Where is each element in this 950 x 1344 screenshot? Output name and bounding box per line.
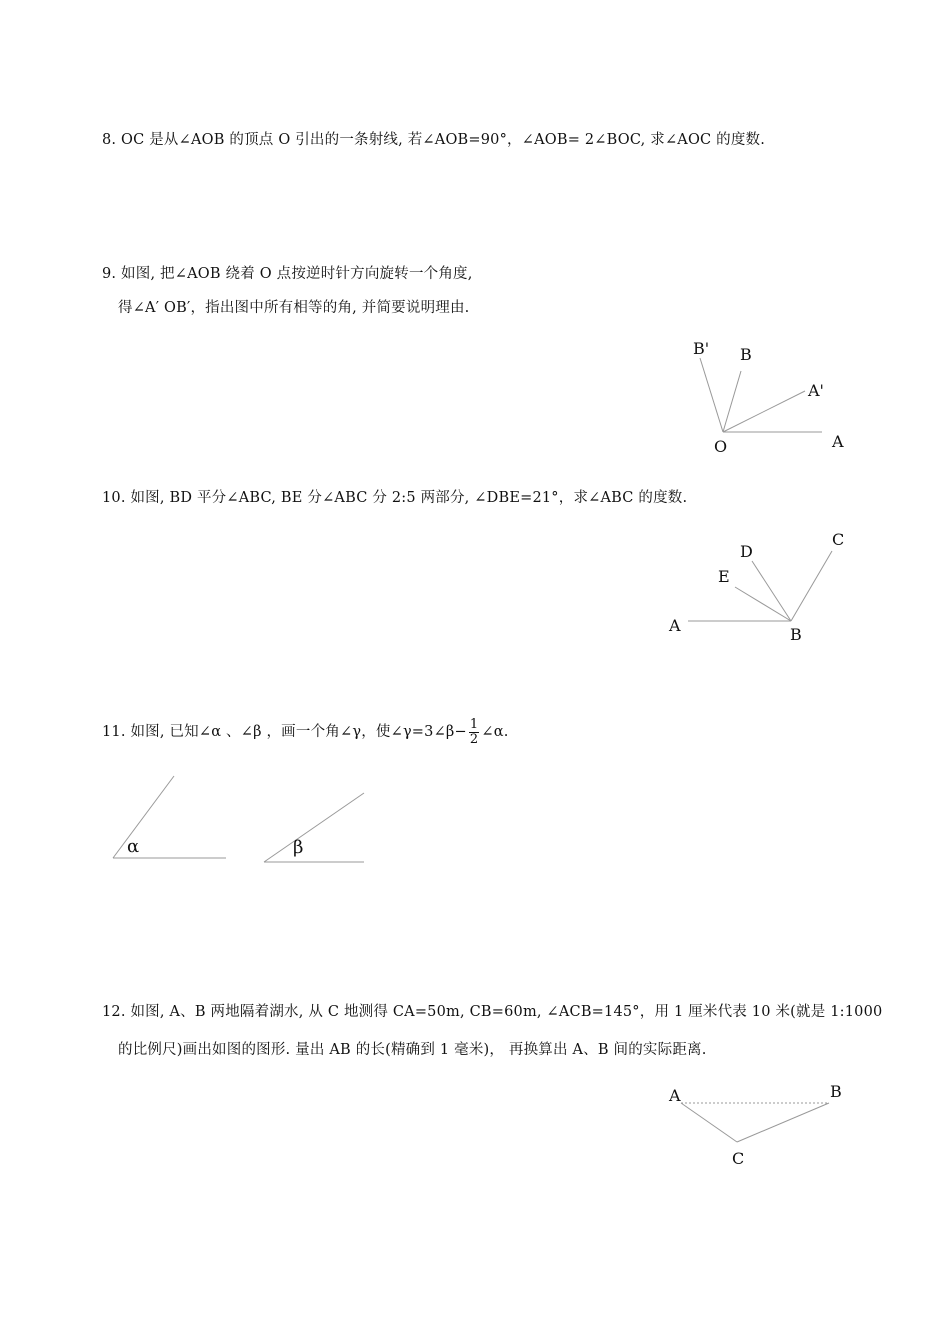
- label-B: B: [830, 1082, 842, 1101]
- label-C: C: [732, 1149, 745, 1168]
- beta-slant-ray: [264, 793, 364, 862]
- label-A: A: [669, 1086, 681, 1105]
- question-12-line-1: 12. 如图, A、B 两地隔着湖水, 从 C 地测得 CA=50m, CB=60m, ∠ACB=145°，用 1 厘米代表 10 米(就是 1:1000: [102, 1004, 883, 1020]
- question-11-text-before: 11. 如图, 已知∠α 、∠β ，画一个角∠γ，使∠γ=3∠β−: [102, 724, 467, 741]
- ray-OB: [723, 371, 741, 432]
- figure-q11-beta: [264, 793, 364, 862]
- ray-BD: [752, 561, 791, 621]
- question-10-text: 10. 如图, BD 平分∠ABC, BE 分∠ABC 分 2:5 两部分, ∠DBE=21°，求∠ABC 的度数.: [102, 490, 688, 506]
- label-A: A: [669, 616, 681, 635]
- fraction-denominator: 2: [469, 731, 479, 747]
- label-B: B: [790, 625, 802, 644]
- label-beta: β: [293, 837, 304, 858]
- label-E: E: [718, 567, 730, 586]
- segment-AC: [681, 1103, 737, 1142]
- label-C: C: [832, 530, 845, 549]
- question-9-line-2: 得∠A′ OB′，指出图中所有相等的角, 并简要说明理由.: [118, 300, 470, 316]
- question-12-line-2: 的比例尺)画出如图的图形. 量出 AB 的长(精确到 1 毫米)， 再换算出 A、B 间的实际距离.: [118, 1042, 707, 1058]
- ray-OB-prime: [700, 358, 723, 432]
- ray-OA-prime: [723, 391, 805, 432]
- question-11-text-after: ∠α.: [481, 724, 509, 741]
- question-9-line-1: 9. 如图, 把∠AOB 绕着 O 点按逆时针方向旋转一个角度,: [102, 266, 473, 282]
- fraction-numerator: 1: [469, 717, 479, 732]
- question-8-text: 8. OC 是从∠AOB 的顶点 O 引出的一条射线, 若∠AOB=90°，∠AOB= 2∠BOC, 求∠AOC 的度数.: [102, 132, 766, 148]
- figure-q11-alpha: [113, 776, 226, 858]
- label-B-prime: B': [693, 339, 710, 358]
- figure-q12: [668, 1082, 842, 1168]
- label-B: B: [740, 345, 752, 364]
- label-O: O: [714, 437, 728, 456]
- label-A: A: [832, 432, 844, 451]
- figure-q10: [668, 530, 844, 644]
- label-D: D: [740, 542, 753, 561]
- ray-BC: [791, 551, 832, 621]
- ray-BE: [735, 587, 791, 621]
- label-A-prime: A': [808, 381, 824, 400]
- segment-CB: [737, 1103, 829, 1142]
- label-alpha: α: [127, 836, 140, 857]
- alpha-slant-ray: [113, 776, 174, 858]
- figure-q9: [693, 339, 844, 456]
